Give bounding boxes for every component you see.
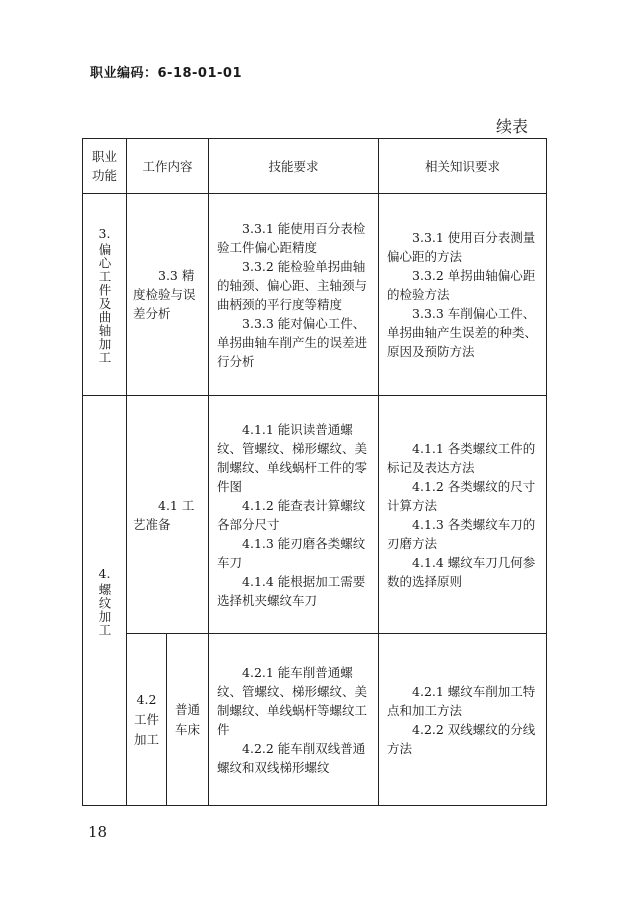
knowledge-item: 4.1.2 各类螺纹的尺寸计算方法 [387, 478, 536, 513]
skill-item: 4.1.3 能刃磨各类螺纹车刀 [217, 535, 366, 570]
content-sub-cell [167, 634, 209, 806]
knowledge-cell [379, 634, 547, 806]
table-row [83, 396, 547, 634]
function-name: 螺纹加工 [97, 583, 112, 637]
skill-item: 4.1.1 能识读普通螺纹、管螺纹、梯形螺纹、美制螺纹、单线蜗杆工件的零件图 [217, 421, 368, 494]
skill-item: 3.3.3 能对偏心工件、单拐曲轴车削产生的误差进行分析 [217, 315, 368, 369]
knowledge-item: 4.1.1 各类螺纹工件的标记及表达方法 [387, 440, 536, 475]
table-header-row [83, 139, 547, 194]
skill-item: 4.2.2 能车削双线普通螺纹和双线梯形螺纹 [217, 740, 366, 775]
knowledge-item: 4.2.1 螺纹车削加工特点和加工方法 [387, 683, 536, 718]
skill-cell [209, 396, 379, 634]
page-number: 18 [88, 823, 108, 841]
knowledge-item: 4.2.2 双线螺纹的分线方法 [387, 721, 536, 756]
function-number: 4. [98, 566, 111, 581]
knowledge-item: 3.3.1 使用百分表测量偏心距的方法 [387, 230, 536, 264]
skills-table [82, 138, 547, 806]
skill-item: 3.3.1 能使用百分表检验工件偏心距精度 [217, 220, 366, 255]
content-text: 4.1 工艺准备 [133, 497, 195, 532]
table-row [83, 634, 547, 806]
header-content: 工作内容 [127, 139, 209, 194]
function-name: 偏心工件及曲轴加工 [97, 243, 112, 365]
skill-item: 4.1.2 能查表计算螺纹各部分尺寸 [217, 497, 366, 532]
table-row [83, 194, 547, 396]
continued-label: 续表 [496, 117, 529, 136]
function-cell [83, 396, 127, 806]
content-text: 3.3 精度检验与误差分析 [133, 268, 196, 321]
knowledge-item: 3.3.2 单拐曲轴偏心距的检验方法 [387, 268, 536, 302]
header-function [83, 139, 127, 194]
header-skill: 技能要求 [209, 139, 379, 194]
knowledge-item: 4.1.3 各类螺纹车刀的刃磨方法 [387, 516, 536, 551]
knowledge-item: 3.3.3 车削偏心工件、单拐曲轴产生误差的种类、原因及预防方法 [387, 306, 538, 359]
skill-cell [209, 194, 379, 396]
content-main-text: 4.2 工件加工 [133, 691, 159, 747]
skill-cell [209, 634, 379, 806]
knowledge-item: 4.1.4 螺纹车刀几何参数的选择原则 [387, 554, 536, 589]
skill-item: 3.3.2 能检验单拐曲轴的轴颈、偏心距、主轴颈与曲柄颈的平行度等精度 [217, 258, 368, 312]
skill-item: 4.1.4 能根据加工需要选择机夹螺纹车刀 [217, 573, 366, 608]
knowledge-cell [379, 396, 547, 634]
content-cell [127, 194, 209, 396]
header-function-text: 职业 功能 [91, 149, 117, 183]
skill-item: 4.2.1 能车削普通螺纹、管螺纹、梯形螺纹、美制螺纹、单线蜗杆等螺纹工件 [217, 664, 368, 737]
knowledge-cell [379, 194, 547, 396]
function-number: 3. [98, 226, 111, 242]
occupation-code: 职业编码：6-18-01-01 [90, 66, 243, 81]
content-main-cell [127, 634, 167, 806]
header-knowledge: 相关知识要求 [379, 139, 547, 194]
function-cell [83, 194, 127, 396]
content-cell [127, 396, 209, 634]
content-sub-text: 普通车床 [175, 701, 201, 737]
